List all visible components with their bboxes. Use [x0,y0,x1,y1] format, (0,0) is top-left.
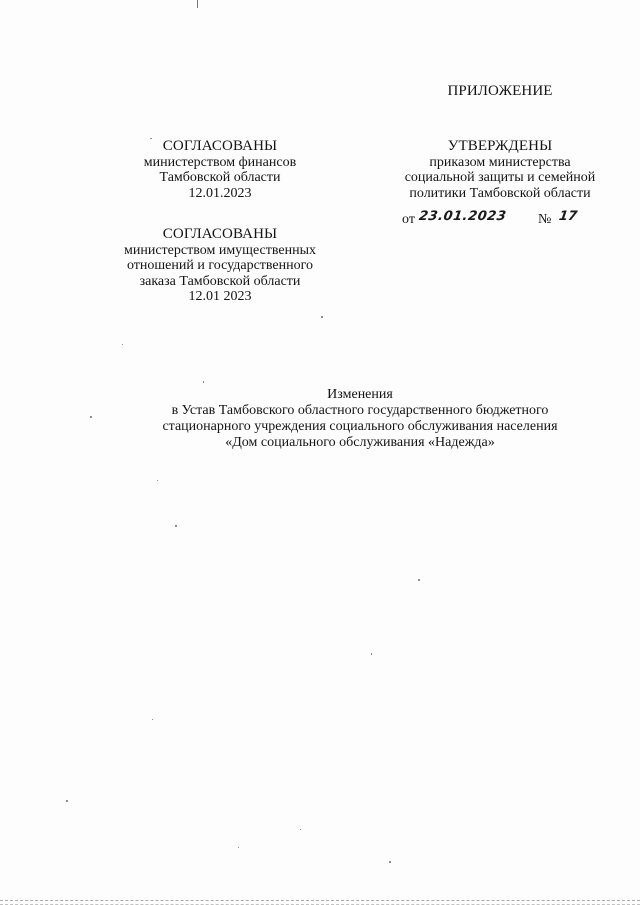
approved-line: приказом министерства [429,154,571,170]
scan-mark [197,0,198,8]
number-label: № [538,212,552,227]
scan-speck [418,579,420,581]
changes-line: в Устав Тамбовского областного государственного бюджетного [171,403,549,418]
approved-heading: УТВЕРЖДЕНЫ [447,138,553,154]
agreed-finance-heading: СОГЛАСОВАНЫ [162,138,278,154]
approved-line: политики Тамбовской области [409,185,591,201]
agreed-finance-line: министерством финансов [143,154,297,170]
scan-speck [90,416,92,418]
scan-speck [371,653,372,655]
changes-line: «Дом социального обслуживания «Надежда» [225,435,495,450]
changes-title-block [110,387,610,451]
agreed-property-line: заказа Тамбовской области [139,273,301,289]
date-prefix: от [402,212,415,227]
scan-speck [122,344,123,345]
changes-title: Изменения [327,387,393,402]
agreed-property-block [95,227,345,305]
appendix-title: ПРИЛОЖЕНИЕ [447,83,553,99]
approval-date-number [402,210,602,230]
scan-bottom-edge [0,900,640,905]
handwritten-number: 17 [557,209,579,224]
scan-speck [238,847,239,848]
agreed-property-line: министерством имущественных [124,242,316,258]
agreed-property-line: отношений и государственного [126,258,314,273]
scan-speck [321,316,323,318]
agreed-finance-block [110,139,330,201]
scan-speck [152,719,153,720]
scan-speck [203,381,204,383]
scan-speck [150,138,152,139]
agreed-property-heading: СОГЛАСОВАНЫ [162,226,278,242]
handwritten-date: 23.01.2023 [417,209,508,224]
agreed-finance-date: 12.01.2023 [188,185,252,201]
scan-speck [300,829,301,830]
changes-line: стационарного учреждения социального обслуживания населения [162,419,558,434]
agreed-property-date: 12.01 2023 [188,289,252,304]
approved-line: социальной защиты и семейной [404,170,596,185]
scan-speck [66,800,68,802]
approved-block [380,139,620,201]
scan-speck [175,525,177,527]
appendix-heading [430,84,570,100]
scan-speck [157,480,158,481]
agreed-finance-line: Тамбовской области [159,170,281,185]
scan-speck [389,861,391,863]
